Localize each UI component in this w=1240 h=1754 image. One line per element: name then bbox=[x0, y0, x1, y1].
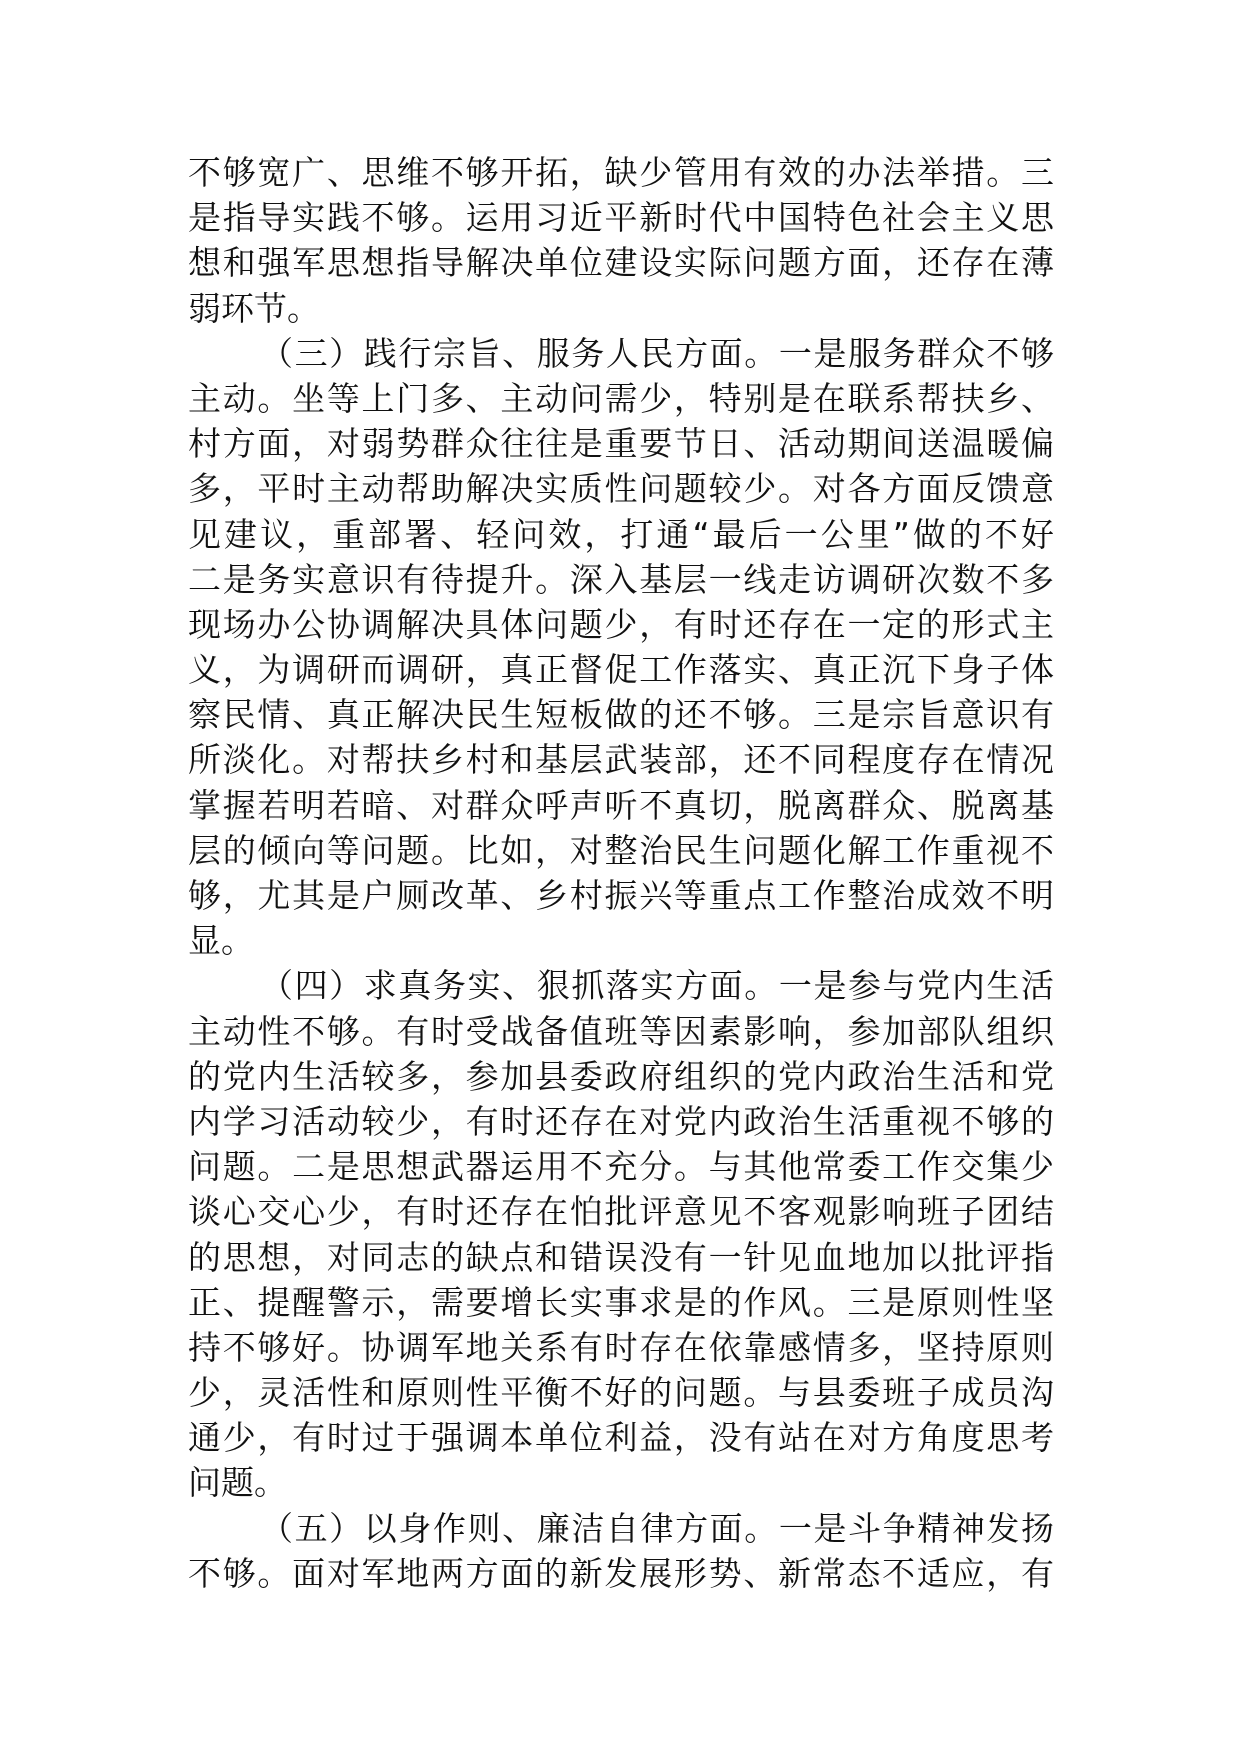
text-line: 掌握若明若暗、对群众呼声听不真切，脱离群众、脱离基 bbox=[188, 785, 1054, 825]
text-line: 够，尤其是户厕改革、乡村振兴等重点工作整治成效不明 bbox=[188, 876, 1054, 915]
text-line: 想和强军思想指导解决单位建设实际问题方面，还存在薄 bbox=[188, 243, 1054, 283]
section-heading-line: （五）以身作则、廉洁自律方面。一是斗争精神发扬 bbox=[260, 1508, 1054, 1548]
text-line: 层的倾向等问题。比如，对整治民生问题化解工作重视不 bbox=[188, 830, 1054, 870]
text-line: 显。 bbox=[188, 921, 254, 961]
section-heading-line: （四）求真务实、狠抓落实方面。一是参与党内生活 bbox=[260, 966, 1054, 1006]
text-line: 弱环节。 bbox=[188, 288, 320, 328]
text-line: 不够宽广、思维不够开拓，缺少管用有效的办法举措。三 bbox=[188, 153, 1054, 192]
text-line: 问题。 bbox=[188, 1463, 287, 1503]
text-line: 村方面，对弱势群众往往是重要节日、活动期间送温暖偏 bbox=[188, 424, 1054, 464]
text-line: 问题。二是思想武器运用不充分。与其他常委工作交集少 bbox=[188, 1147, 1054, 1187]
text-line: 的党内生活较多，参加县委政府组织的党内政治生活和党 bbox=[188, 1056, 1054, 1096]
text-line: 察民情、真正解决民生短板做的还不够。三是宗旨意识有 bbox=[188, 695, 1054, 735]
text-line: 见建议，重部署、轻问效，打通“最后一公里”做的不好 bbox=[188, 514, 1054, 554]
text-line: 现场办公协调解决具体问题少，有时还存在一定的形式主 bbox=[188, 604, 1054, 644]
text-line: 通少，有时过于强调本单位利益，没有站在对方角度思考 bbox=[188, 1418, 1054, 1458]
text-line: 义，为调研而调研，真正督促工作落实、真正沉下身子体 bbox=[188, 650, 1054, 690]
text-line: 的思想，对同志的缺点和错误没有一针见血地加以批评指 bbox=[188, 1237, 1054, 1277]
text-line: 不够。面对军地两方面的新发展形势、新常态不适应，有 bbox=[188, 1553, 1054, 1593]
text-line: 主动性不够。有时受战备值班等因素影响，参加部队组织 bbox=[188, 1011, 1054, 1051]
document-page bbox=[188, 150, 1054, 1596]
text-line: 正、提醒警示，需要增长实事求是的作风。三是原则性坚 bbox=[188, 1282, 1054, 1322]
text-line: 多，平时主动帮助解决实质性问题较少。对各方面反馈意 bbox=[188, 469, 1054, 509]
text-line: 主动。坐等上门多、主动问需少，特别是在联系帮扶乡、 bbox=[188, 378, 1054, 418]
text-line: 是指导实践不够。运用习近平新时代中国特色社会主义思 bbox=[188, 198, 1054, 238]
text-line: 谈心交心少，有时还存在怕批评意见不客观影响班子团结 bbox=[188, 1192, 1054, 1232]
text-line: 持不够好。协调军地关系有时存在依靠感情多，坚持原则 bbox=[188, 1327, 1054, 1367]
text-line: 所淡化。对帮扶乡村和基层武装部，还不同程度存在情况 bbox=[188, 740, 1054, 780]
text-line: 少，灵活性和原则性平衡不好的问题。与县委班子成员沟 bbox=[188, 1373, 1054, 1413]
text-line: 内学习活动较少，有时还存在对党内政治生活重视不够的 bbox=[188, 1101, 1054, 1141]
text-line: 二是务实意识有待提升。深入基层一线走访调研次数不多 bbox=[188, 559, 1054, 599]
section-heading-line: （三）践行宗旨、服务人民方面。一是服务群众不够 bbox=[260, 333, 1054, 373]
